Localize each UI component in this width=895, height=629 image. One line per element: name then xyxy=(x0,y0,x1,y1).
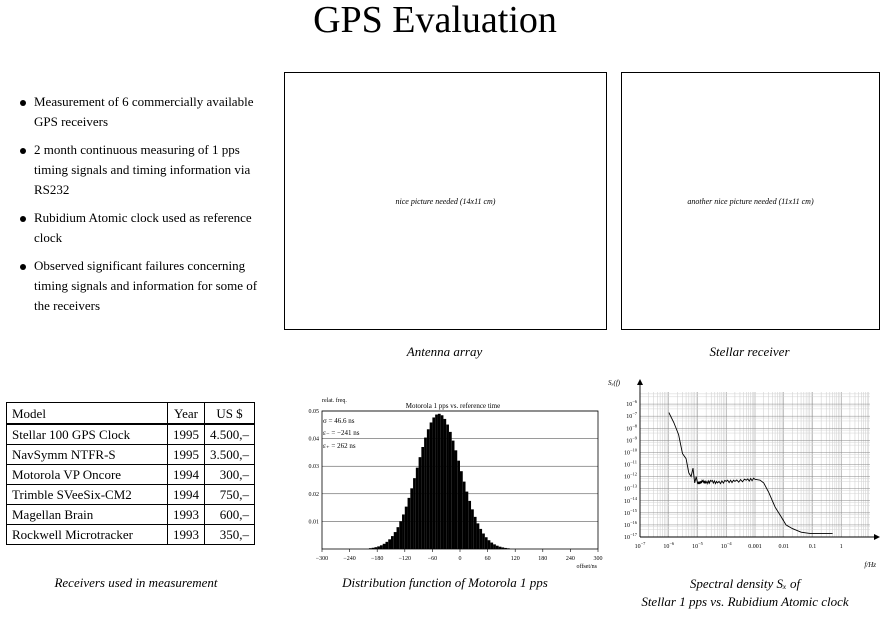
spectral-xlabel: f/Hz xyxy=(864,561,876,569)
histogram-bar xyxy=(471,509,474,549)
histogram-xtick-label: −180 xyxy=(371,556,384,562)
histogram-yticks xyxy=(309,409,320,525)
histogram-bar xyxy=(430,422,433,549)
stellar-caption: Stellar receiver xyxy=(709,344,790,359)
cell-year: 1995 xyxy=(168,445,205,465)
histogram-annotation-eps-plus: ε₊ = 262 ns xyxy=(323,442,356,450)
stellar-image-placeholder xyxy=(621,72,880,330)
histogram-bar xyxy=(385,542,388,549)
spectral-grid xyxy=(640,392,870,537)
histogram-bar xyxy=(457,461,460,549)
spectral-axes xyxy=(637,379,880,540)
table-header-row xyxy=(7,403,255,425)
cell-price: 3.500,– xyxy=(205,445,255,465)
histogram-bar xyxy=(388,539,391,549)
header-year: Year xyxy=(168,403,205,425)
histogram-ytick-label: 0.02 xyxy=(308,491,319,498)
histogram-bar xyxy=(463,482,466,549)
spectral-ytick-label: $10^{-6}$ xyxy=(626,399,637,409)
spectral-ytick-label: $10^{-13}$ xyxy=(623,483,637,493)
histogram-bar xyxy=(405,507,408,549)
stellar-placeholder-text: another nice picture needed (11x11 cm) xyxy=(687,196,814,206)
histogram-bar xyxy=(410,488,413,549)
spectral-ytick-label: $10^{-10}$ xyxy=(623,447,637,457)
bullet-item: 2 month continuous measuring of 1 pps timing signals and timing information via RS232 xyxy=(14,140,264,200)
cell-year: 1994 xyxy=(168,485,205,505)
histogram-annotation-eps-minus: ε₋ = −241 ns xyxy=(323,429,360,437)
cell-price: 750,– xyxy=(205,485,255,505)
spectral-ylabel: Sₓ(f) xyxy=(608,379,621,387)
table-row xyxy=(7,525,255,545)
bullet-item: Rubidium Atomic clock used as reference clock xyxy=(14,208,264,248)
histogram-xlabel: offset/ns xyxy=(576,564,597,570)
histogram-bar xyxy=(416,468,419,549)
spectral-caption xyxy=(600,575,890,611)
cell-model: Stellar 100 GPS Clock xyxy=(7,424,168,445)
histogram-bar xyxy=(402,514,405,549)
bullet-item: Measurement of 6 commercially available GPS receivers xyxy=(14,92,264,132)
antenna-placeholder-text: nice picture needed (14x11 cm) xyxy=(395,196,496,206)
histogram-ytick-label: 0.01 xyxy=(308,519,319,526)
histogram-bar xyxy=(477,523,480,549)
spectral-xtick-label: $10^{-6}$ xyxy=(663,541,675,550)
histogram-annotation-sigma: σ = 46.6 ns xyxy=(323,417,355,425)
spectral-yticks xyxy=(624,399,638,541)
histogram-title: Motorola 1 pps vs. reference time xyxy=(405,402,501,410)
table-row xyxy=(7,424,255,445)
spectral-ytick-label: $10^{-17}$ xyxy=(623,532,637,541)
spectral-caption-line1: Spectral density Sₓ of xyxy=(689,576,801,591)
spectral-xtick-label: $10^{-5}$ xyxy=(692,541,703,550)
spectral-xtick-label: $10^{-7}$ xyxy=(634,541,646,550)
table-caption: Receivers used in measurement xyxy=(54,575,218,590)
histogram-bar xyxy=(408,498,411,549)
spectral-ytick-label: $10^{-9}$ xyxy=(626,435,637,445)
spectral-xtick-label: $10^{-4}$ xyxy=(720,541,732,550)
histogram-ytick-label: 0.05 xyxy=(308,409,319,415)
cell-price: 300,– xyxy=(205,465,255,485)
cell-model: Motorola VP Oncore xyxy=(7,465,168,485)
histogram-bar xyxy=(452,441,455,549)
histogram-bar xyxy=(496,546,499,549)
histogram-bar xyxy=(380,545,383,549)
spectral-ytick-label: $10^{-8}$ xyxy=(626,423,637,433)
spectral-xtick-label: 0.01 xyxy=(778,544,789,550)
bullet-item: Observed significant failures concerning timing signals and information for some of the receivers xyxy=(14,256,264,316)
spectral-caption-line2: Stellar 1 pps vs. Rubidium Atomic clock xyxy=(641,594,849,609)
table-row xyxy=(7,505,255,525)
histogram-xticks xyxy=(316,556,603,562)
spectral-ytick-label: $10^{-12}$ xyxy=(623,471,637,481)
bullet-list xyxy=(14,92,264,324)
spectral-ytick-label: $10^{-7}$ xyxy=(626,411,637,421)
histogram-bars xyxy=(369,414,510,549)
table-row xyxy=(7,445,255,465)
antenna-image-placeholder xyxy=(284,72,607,330)
histogram-xtick-label: −300 xyxy=(315,556,329,562)
histogram-bar xyxy=(383,544,386,549)
spectral-ytick-label: $10^{-15}$ xyxy=(623,507,637,517)
histogram-bar xyxy=(479,529,482,549)
page-title: GPS Evaluation xyxy=(313,0,557,41)
cell-model: Rockwell Microtracker xyxy=(7,525,168,545)
histogram-xtick-label: −120 xyxy=(398,556,411,562)
histogram-bar xyxy=(482,534,485,549)
histogram-bar xyxy=(460,471,463,549)
histogram-bar xyxy=(427,429,430,549)
histogram-bar xyxy=(438,414,441,549)
histogram-chart xyxy=(300,392,610,572)
histogram-bar xyxy=(443,419,446,549)
histogram-bar xyxy=(397,527,400,549)
spectral-y-arrow xyxy=(637,379,643,385)
spectral-chart xyxy=(600,375,890,575)
table-row xyxy=(7,485,255,505)
histogram-xtick-label: 300 xyxy=(593,556,603,562)
histogram-ylabel: relat. freq. xyxy=(322,398,347,404)
histogram-bar xyxy=(399,521,402,549)
spectral-ytick-label: $10^{-14}$ xyxy=(623,495,637,505)
receiver-table xyxy=(6,402,255,545)
histogram-ytick-label: 0.04 xyxy=(308,436,319,443)
histogram-bar xyxy=(424,438,427,549)
spectral-xtick-label: 0.001 xyxy=(748,544,762,550)
histogram-bar xyxy=(441,415,444,549)
histogram-xtick-label: 60 xyxy=(484,556,491,562)
cell-year: 1994 xyxy=(168,465,205,485)
histogram-bar xyxy=(490,543,493,549)
histogram-xtick-label: 240 xyxy=(565,556,575,562)
cell-price: 4.500,– xyxy=(205,424,255,445)
cell-model: Trimble SVeeSix-CM2 xyxy=(7,485,168,505)
histogram-bar xyxy=(474,517,477,549)
cell-price: 350,– xyxy=(205,525,255,545)
histogram-bar xyxy=(485,537,488,549)
spectral-xticks xyxy=(635,541,843,550)
histogram-bar xyxy=(419,457,422,549)
cell-year: 1995 xyxy=(168,424,205,445)
histogram-ytick-label: 0.03 xyxy=(308,464,319,471)
histogram-bar xyxy=(413,478,416,549)
histogram-bar xyxy=(432,417,435,549)
histogram-bar xyxy=(421,447,424,549)
spectral-ytick-label: $10^{-16}$ xyxy=(623,519,637,529)
histogram-bar xyxy=(468,501,471,549)
histogram-bar xyxy=(449,432,452,549)
histogram-bar xyxy=(446,425,449,549)
histogram-bar xyxy=(466,492,469,549)
antenna-caption: Antenna array xyxy=(406,344,483,359)
header-model: Model xyxy=(7,403,168,425)
table-row xyxy=(7,465,255,485)
histogram-bar xyxy=(435,415,438,549)
histogram-xtick-label: −60 xyxy=(427,556,438,562)
histogram-xtick-label: 0 xyxy=(458,556,462,562)
spectral-xtick-label: 1 xyxy=(839,544,843,550)
header-price: US $ xyxy=(205,403,255,425)
histogram-bar xyxy=(454,450,457,549)
cell-year: 1993 xyxy=(168,505,205,525)
histogram-xtick-label: 120 xyxy=(510,556,520,562)
cell-price: 600,– xyxy=(205,505,255,525)
histogram-bar xyxy=(391,536,394,549)
cell-model: NavSymm NTFR-S xyxy=(7,445,168,465)
histogram-xtick-label: 180 xyxy=(538,556,548,562)
histogram-bar xyxy=(493,544,496,549)
cell-year: 1993 xyxy=(168,525,205,545)
histogram-bar xyxy=(394,532,397,549)
histogram-bar xyxy=(488,540,491,549)
spectral-x-arrow xyxy=(874,534,880,540)
histogram-caption: Distribution function of Motorola 1 pps xyxy=(342,575,548,590)
spectral-ytick-label: $10^{-11}$ xyxy=(624,459,637,469)
histogram-xtick-label: −240 xyxy=(343,556,356,562)
spectral-xtick-label: 0.1 xyxy=(808,544,817,550)
cell-model: Magellan Brain xyxy=(7,505,168,525)
